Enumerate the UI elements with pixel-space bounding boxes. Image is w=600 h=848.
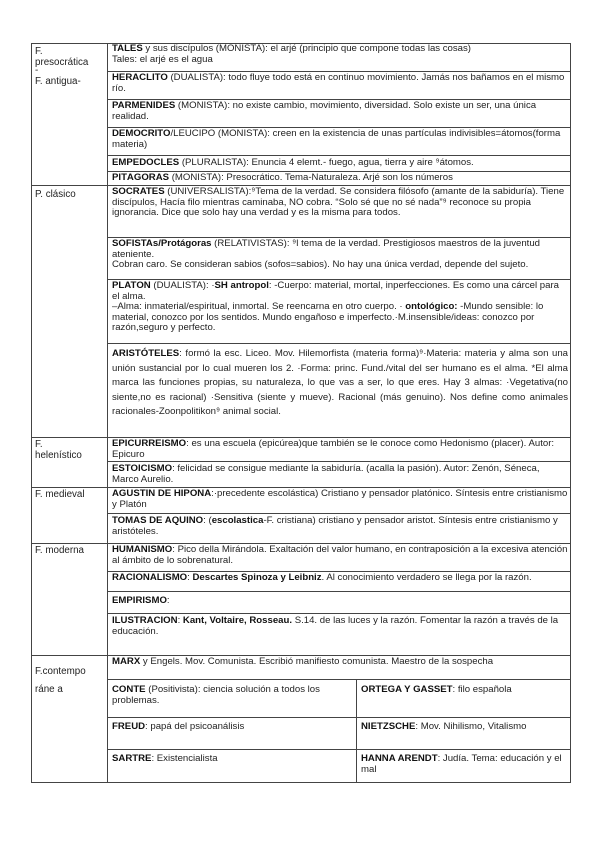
era-divider [31,185,571,186]
entry-name: PITÁGORAS [112,173,170,183]
entry-name: SÓCRATES [112,187,165,197]
entry-tomas: TOMÁS DE AQUINO: (escolastica-F. cristiana) cristiano y pensador aristot. Síntesis entre cristianismo y aristóteles. [112,516,558,537]
entry-pitagoras: PITÁGORAS (MONISTA): Presocrático. Tema-Naturaleza. Arjé son los números [112,173,453,183]
era-contemporanea: F.contempo ráne a [35,666,86,695]
entry-name: RACIONALISMO [112,573,188,583]
entry-sartre: SARTRE: Existencialista [112,754,218,764]
row-divider [107,171,571,172]
entry-empirismo: EMPIRISMO: [112,596,170,606]
entry-name: ESTOICISMO [112,464,173,474]
entry-name: TALES [112,44,143,54]
entry-humanismo: HUMANISMO: Pico della Mirándola. Exaltación del valor humano, en contraposición a la excesiva atención al ámbito de lo sobrenatural. [112,545,568,566]
row-divider [107,749,571,750]
entry-nietzsche: NIETZSCHE: Mov. Nihilismo, Vitalismo [361,722,527,732]
era-helenistico: F. helenístico [35,439,82,461]
era-divider [31,655,571,656]
entry-racionalismo: RACIONALISMO: Descartes Spinoza y Leibniz. Al conocimiento verdadero se llega por la razón. [112,573,532,583]
row-divider [107,571,571,572]
entry-name: ARISTÓTELES [112,348,180,359]
row-divider [107,343,571,344]
entry-name: EMPIRISMO [112,596,167,606]
row-divider [107,99,571,100]
row-divider [107,717,571,718]
era-moderna: F. moderna [35,545,85,556]
entry-name: SOFISTAs/Protágoras [112,239,212,249]
entry-freud: FREUD: papá del psicoanálisis [112,722,245,732]
entry-name: ILUSTRACIÓN [112,616,178,626]
entry-ilustracion: ILUSTRACIÓN: Kant, Voltaire, Rosseau. S.14. de las luces y la razón. Fomentar la razón a través de la educación. [112,616,559,637]
table-border-right [570,43,571,783]
table-border-left [31,43,32,783]
entry-tales: TALES y sus discípulos (MONISTA): el arjé (principio que compone todas las cosas) Tales: el arjé es el agua [112,44,472,65]
entry-arendt: HANNA ARENDT: Judía. Tema: educación y el mal [361,754,562,775]
philosophy-table [31,43,571,783]
row-divider [107,279,571,280]
row-divider [107,461,571,462]
entry-name: PLATÓN [112,281,151,291]
era-divider [31,543,571,544]
entry-name: EMPÉDOCLES [112,158,180,168]
era-clasico: P. clásico [35,189,76,200]
row-divider [107,127,571,128]
entry-parmenides: PARMÉNIDES (MONISTA): no existe cambio, movimiento, diversidad. Solo existe un ser, una única realidad. [112,101,537,122]
entry-name: EPICURREISMO [112,439,187,449]
entry-name: DEMÓCRITO [112,129,171,139]
entry-socrates: SÓCRATES (UNIVERSALISTA):⁹Tema de la verdad. Se considera filósofo (amante de la sabiduría). Tiene discípulos, Hacía filo mientras caminaba, NO cobra. “Solo sé que no sé nada”⁹ reconoce su propia ignorancia. Dice que solo hay una verdad y es la misma para todos. [112,187,565,219]
entry-name: HERÁCLITO [112,73,168,83]
entry-heraclito: HERÁCLITO (DUALISTA): todo fluye todo está en continuo movimiento. Jamás nos bañamos en el mismo río. [112,73,565,94]
entry-name: PARMÉNIDES [112,101,176,111]
row-divider [107,71,571,72]
entry-conte: CONTE (Positivista): ciencia solución a todos los problemas. [112,685,320,706]
era-medieval: F. medieval [35,489,85,500]
entry-name: TOMÁS DE AQUINO [112,516,204,526]
entry-name: AGUSTÍN DE HIPONA [112,489,212,499]
row-divider [107,155,571,156]
cell-divider [356,679,357,783]
entry-name: NIETZSCHE [361,722,416,732]
entry-estoicismo: ESTOICISMO: felicidad se consigue mediante la sabiduría. (acalla la pasión). Autor: Zenón, Séneca, Marco Aurelio. [112,464,540,485]
entry-marx: MARX y Engels. Mov. Comunista. Escribió manifiesto comunista. Maestro de la sospecha [112,657,494,667]
era-divider [31,437,571,438]
row-divider [107,679,571,680]
entry-name: MARX [112,657,141,667]
entry-aristoteles: ARISTÓTELES: formó la esc. Liceo. Mov. Hilemorfista (materia forma)⁹·Materia: materia y alma son una unión sustancial por lo cual mueren los 2. ·Forma: princ. Fund./vital del ser humano es el alma. *El alma marca las funciones propias, su naturaleza, lo que vas a ser, lo que eres. Hay 3 almas: ·Vegetativa(no siente,no es racional) ·Sensitiva (siente y mueve). Racional (más genuino). Nos define como animales racionales-Zoonpolitikon⁹ animal social. [112,348,568,418]
era-presocratica: F. presocrática - F. antigua- [35,46,89,87]
entry-name: ORTEGA Y GASSET [361,685,453,695]
row-divider [107,513,571,514]
entry-name: CONTE [112,685,146,695]
entry-ortega: ORTEGA Y GASSET: filo española [361,685,512,695]
entry-name: SARTRE [112,754,152,764]
table-border-bottom [31,782,571,783]
column-divider [107,43,108,783]
entry-epicureismo: EPICURREISMO: es una escuela (epicúrea)que también se le conoce como Hedonismo (placer). Autor: Epicuro [112,439,555,460]
era-divider [31,487,571,488]
entry-platon: PLATÓN (DUALISTA): ·SH antropol: -Cuerpo: material, mortal, inperfecciones. Es como una cárcel para el alma. –Alma: inmaterial/espiritual, inmortal. Se reencarna en otro cuerpo. · ontológico: -Mundo sensible: lo material, conozco por los sentidos. Mundo engañoso e imperfecto.·M.insensible/ideas: conozco por razón,seguro y perfecto. [112,281,559,334]
entry-empedocles: EMPÉDOCLES (PLURALISTA): Enuncia 4 elemt.- fuego, agua, tierra y aire ⁹átomos. [112,158,474,168]
entry-sofistas: SOFISTAs/Protágoras (RELATIVISTAS): ⁹l tema de la verdad. Prestigiosos maestros de la juventud ateniente. Cobran caro. Se consideran sabios (sofos=sabios). No hay una única verdad, depende del sujeto. [112,239,540,271]
row-divider [107,237,571,238]
entry-name: HUMANISMO [112,545,173,555]
entry-name: FREUD [112,722,146,732]
entry-name: HANNA ARENDT [361,754,438,764]
entry-agustin: AGUSTÍN DE HIPONA:·precedente escolástica) Cristiano y pensador platónico. Síntesis entre cristianismo y Platón [112,489,568,510]
entry-democrito: DEMÓCRITO/LEUCIPO (MONISTA): creen en la existencia de unas partículas indivisibles=átomos(forma materia) [112,129,561,150]
row-divider [107,613,571,614]
